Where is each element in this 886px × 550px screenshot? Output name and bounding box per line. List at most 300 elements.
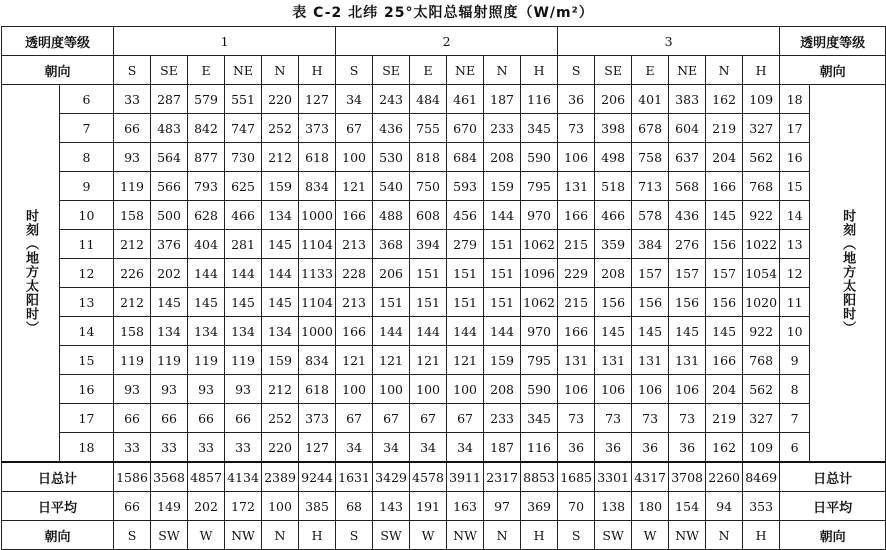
orientation-header: N: [262, 56, 299, 85]
value-cell: 36: [632, 433, 669, 463]
value-cell: 151: [484, 288, 521, 317]
table-row: [2, 375, 886, 404]
value-cell: 109: [743, 433, 780, 463]
value-cell: 33: [151, 433, 188, 463]
value-cell: 466: [595, 201, 632, 230]
hour-cell: 10: [60, 201, 114, 230]
hour-cell: 7: [780, 404, 810, 433]
value-cell: 134: [262, 317, 299, 346]
clarity-label-right: 透明度等级: [780, 27, 886, 56]
summary-cell: 9244: [299, 462, 336, 492]
hour-cell: 12: [780, 259, 810, 288]
orientation-header: E: [632, 56, 669, 85]
value-cell: 145: [151, 288, 188, 317]
orientation-header: H: [299, 56, 336, 85]
value-cell: 159: [262, 172, 299, 201]
summary-cell: 100: [262, 492, 299, 521]
value-cell: 768: [743, 346, 780, 375]
orientation-header: N: [484, 56, 521, 85]
value-cell: 131: [632, 346, 669, 375]
value-cell: 34: [373, 433, 410, 463]
value-cell: 100: [410, 375, 447, 404]
orientation-header: H: [521, 56, 558, 85]
value-cell: 877: [188, 143, 225, 172]
value-cell: 212: [114, 288, 151, 317]
orientation-footer: N: [706, 521, 743, 550]
summary-cell: 385: [299, 492, 336, 521]
value-cell: 144: [484, 317, 521, 346]
value-cell: 151: [373, 288, 410, 317]
value-cell: 106: [669, 375, 706, 404]
value-cell: 66: [225, 404, 262, 433]
value-cell: 151: [410, 288, 447, 317]
orientation-header: S: [114, 56, 151, 85]
value-cell: 145: [595, 317, 632, 346]
hour-cell: 14: [60, 317, 114, 346]
value-cell: 398: [595, 114, 632, 143]
value-cell: 162: [706, 85, 743, 114]
clarity-label-left: 透明度等级: [2, 27, 114, 56]
time-label-text: 时刻（地方太阳时）: [840, 208, 856, 335]
daily-avg-row: [2, 492, 886, 521]
value-cell: 483: [151, 114, 188, 143]
hour-cell: 13: [780, 230, 810, 259]
value-cell: 158: [114, 317, 151, 346]
summary-cell: 97: [484, 492, 521, 521]
hour-cell: 11: [60, 230, 114, 259]
value-cell: 795: [521, 172, 558, 201]
value-cell: 564: [151, 143, 188, 172]
summary-cell: 4857: [188, 462, 225, 492]
value-cell: 637: [669, 143, 706, 172]
orientation-footer: W: [410, 521, 447, 550]
value-cell: 166: [558, 201, 595, 230]
value-cell: 100: [373, 375, 410, 404]
value-cell: 66: [114, 404, 151, 433]
value-cell: 1022: [743, 230, 780, 259]
value-cell: 327: [743, 114, 780, 143]
daily-total-row-label-right: 日总计: [780, 462, 886, 492]
orientation-footer: W: [188, 521, 225, 550]
value-cell: 36: [595, 433, 632, 463]
level-3-header: 3: [558, 27, 780, 56]
summary-cell: 163: [447, 492, 484, 521]
value-cell: 220: [262, 85, 299, 114]
summary-cell: 138: [595, 492, 632, 521]
hour-cell: 12: [60, 259, 114, 288]
value-cell: 119: [151, 346, 188, 375]
value-cell: 73: [632, 404, 669, 433]
hour-cell: 18: [780, 85, 810, 114]
value-cell: 144: [484, 201, 521, 230]
time-label-left: [2, 85, 60, 463]
value-cell: 276: [669, 230, 706, 259]
value-cell: 93: [114, 143, 151, 172]
value-cell: 67: [447, 404, 484, 433]
value-cell: 134: [151, 317, 188, 346]
orientation-footer: W: [632, 521, 669, 550]
value-cell: 34: [336, 433, 373, 463]
value-cell: 604: [669, 114, 706, 143]
value-cell: 684: [447, 143, 484, 172]
orientation-footer: SW: [151, 521, 188, 550]
hour-cell: 7: [60, 114, 114, 143]
orientation-label-left: 朝向: [2, 56, 114, 85]
value-cell: 1104: [299, 230, 336, 259]
orientation-footer: S: [114, 521, 151, 550]
value-cell: 159: [262, 346, 299, 375]
value-cell: 159: [484, 346, 521, 375]
value-cell: 166: [336, 317, 373, 346]
value-cell: 157: [669, 259, 706, 288]
value-cell: 119: [114, 346, 151, 375]
value-cell: 208: [484, 143, 521, 172]
value-cell: 287: [151, 85, 188, 114]
value-cell: 134: [262, 201, 299, 230]
value-cell: 144: [447, 317, 484, 346]
value-cell: 618: [299, 375, 336, 404]
value-cell: 730: [225, 143, 262, 172]
value-cell: 66: [188, 404, 225, 433]
value-cell: 219: [706, 114, 743, 143]
summary-cell: 202: [188, 492, 225, 521]
orientation-header: H: [743, 56, 780, 85]
value-cell: 834: [299, 172, 336, 201]
footer-row-orientations: [2, 521, 886, 550]
value-cell: 373: [299, 404, 336, 433]
value-cell: 488: [373, 201, 410, 230]
summary-cell: 4578: [410, 462, 447, 492]
value-cell: 121: [447, 346, 484, 375]
value-cell: 151: [447, 259, 484, 288]
value-cell: 226: [114, 259, 151, 288]
value-cell: 34: [447, 433, 484, 463]
value-cell: 73: [595, 404, 632, 433]
value-cell: 106: [595, 375, 632, 404]
summary-cell: 8853: [521, 462, 558, 492]
orientation-footer: N: [484, 521, 521, 550]
value-cell: 67: [336, 114, 373, 143]
value-cell: 578: [632, 201, 669, 230]
value-cell: 66: [114, 114, 151, 143]
value-cell: 1062: [521, 230, 558, 259]
value-cell: 36: [558, 433, 595, 463]
value-cell: 127: [299, 85, 336, 114]
value-cell: 436: [373, 114, 410, 143]
hour-cell: 14: [780, 201, 810, 230]
orientation-header: NE: [225, 56, 262, 85]
daily-avg-row-label-right: 日平均: [780, 492, 886, 521]
value-cell: 100: [336, 375, 373, 404]
table-row: [2, 317, 886, 346]
value-cell: 166: [558, 317, 595, 346]
value-cell: 67: [336, 404, 373, 433]
value-cell: 145: [225, 288, 262, 317]
value-cell: 373: [299, 114, 336, 143]
value-cell: 747: [225, 114, 262, 143]
value-cell: 206: [595, 85, 632, 114]
value-cell: 158: [114, 201, 151, 230]
hour-cell: 9: [60, 172, 114, 201]
value-cell: 119: [114, 172, 151, 201]
value-cell: 100: [447, 375, 484, 404]
table-row: [2, 230, 886, 259]
value-cell: 530: [373, 143, 410, 172]
value-cell: 204: [706, 143, 743, 172]
summary-cell: 70: [558, 492, 595, 521]
value-cell: 566: [151, 172, 188, 201]
value-cell: 145: [262, 288, 299, 317]
value-cell: 229: [558, 259, 595, 288]
value-cell: 562: [743, 375, 780, 404]
value-cell: 279: [447, 230, 484, 259]
orientation-header: E: [410, 56, 447, 85]
value-cell: 213: [336, 230, 373, 259]
value-cell: 131: [558, 172, 595, 201]
value-cell: 106: [558, 143, 595, 172]
summary-cell: 3568: [151, 462, 188, 492]
value-cell: 628: [188, 201, 225, 230]
summary-cell: 4317: [632, 462, 669, 492]
hour-cell: 15: [60, 346, 114, 375]
orientation-footer: S: [558, 521, 595, 550]
hour-cell: 15: [780, 172, 810, 201]
value-cell: 33: [114, 85, 151, 114]
value-cell: 518: [595, 172, 632, 201]
table-row: [2, 114, 886, 143]
value-cell: 1133: [299, 259, 336, 288]
summary-cell: 143: [373, 492, 410, 521]
value-cell: 202: [151, 259, 188, 288]
value-cell: 922: [743, 317, 780, 346]
daily-avg-row-label: 日平均: [2, 492, 114, 521]
value-cell: 345: [521, 404, 558, 433]
value-cell: 466: [225, 201, 262, 230]
value-cell: 67: [373, 404, 410, 433]
value-cell: 151: [410, 259, 447, 288]
summary-cell: 369: [521, 492, 558, 521]
table-row: [2, 346, 886, 375]
value-cell: 145: [669, 317, 706, 346]
level-1-header: 1: [114, 27, 336, 56]
value-cell: 144: [188, 259, 225, 288]
orientation-label-bottom-left: 朝向: [2, 521, 114, 550]
value-cell: 166: [706, 346, 743, 375]
time-label-right: [810, 85, 886, 463]
value-cell: 1020: [743, 288, 780, 317]
value-cell: 540: [373, 172, 410, 201]
value-cell: 144: [262, 259, 299, 288]
value-cell: 36: [558, 85, 595, 114]
orientation-footer: SW: [373, 521, 410, 550]
orientation-footer: S: [336, 521, 373, 550]
value-cell: 156: [706, 230, 743, 259]
table-title: 表 C-2 北纬 25°太阳总辐射照度（W/m²）: [292, 5, 594, 21]
value-cell: 755: [410, 114, 447, 143]
value-cell: 252: [262, 114, 299, 143]
orientation-footer: NW: [669, 521, 706, 550]
value-cell: 106: [632, 375, 669, 404]
value-cell: 144: [373, 317, 410, 346]
hour-cell: 6: [780, 433, 810, 463]
value-cell: 134: [188, 317, 225, 346]
summary-cell: 2389: [262, 462, 299, 492]
summary-cell: 94: [706, 492, 743, 521]
value-cell: 1104: [299, 288, 336, 317]
value-cell: 376: [151, 230, 188, 259]
summary-cell: 66: [114, 492, 151, 521]
hour-cell: 17: [60, 404, 114, 433]
value-cell: 1062: [521, 288, 558, 317]
value-cell: 233: [484, 114, 521, 143]
value-cell: 212: [262, 375, 299, 404]
summary-cell: 3708: [669, 462, 706, 492]
value-cell: 204: [706, 375, 743, 404]
value-cell: 156: [632, 288, 669, 317]
value-cell: 156: [706, 288, 743, 317]
value-cell: 100: [336, 143, 373, 172]
orientation-footer: H: [299, 521, 336, 550]
value-cell: 243: [373, 85, 410, 114]
orientation-header: E: [188, 56, 225, 85]
value-cell: 383: [669, 85, 706, 114]
table-row: [2, 288, 886, 317]
value-cell: 162: [706, 433, 743, 463]
value-cell: 795: [521, 346, 558, 375]
orientation-label-right: 朝向: [780, 56, 886, 85]
value-cell: 93: [188, 375, 225, 404]
orientation-header: NE: [669, 56, 706, 85]
value-cell: 145: [632, 317, 669, 346]
hour-cell: 10: [780, 317, 810, 346]
orientation-header: S: [558, 56, 595, 85]
value-cell: 368: [373, 230, 410, 259]
table-row: [2, 85, 886, 114]
value-cell: 121: [410, 346, 447, 375]
value-cell: 345: [521, 114, 558, 143]
summary-cell: 3429: [373, 462, 410, 492]
orientation-header: N: [706, 56, 743, 85]
value-cell: 131: [558, 346, 595, 375]
summary-cell: 3911: [447, 462, 484, 492]
value-cell: 401: [632, 85, 669, 114]
value-cell: 33: [114, 433, 151, 463]
value-cell: 384: [632, 230, 669, 259]
summary-cell: 180: [632, 492, 669, 521]
value-cell: 1000: [299, 317, 336, 346]
value-cell: 793: [188, 172, 225, 201]
value-cell: 156: [595, 288, 632, 317]
value-cell: 157: [706, 259, 743, 288]
value-cell: 212: [114, 230, 151, 259]
value-cell: 758: [632, 143, 669, 172]
value-cell: 145: [262, 230, 299, 259]
value-cell: 34: [410, 433, 447, 463]
hour-cell: 8: [60, 143, 114, 172]
value-cell: 461: [447, 85, 484, 114]
hour-cell: 16: [780, 143, 810, 172]
value-cell: 121: [336, 346, 373, 375]
value-cell: 187: [484, 433, 521, 463]
value-cell: 404: [188, 230, 225, 259]
value-cell: 562: [743, 143, 780, 172]
table-row: [2, 404, 886, 433]
value-cell: 678: [632, 114, 669, 143]
daily-total-row: [2, 462, 886, 492]
value-cell: 1000: [299, 201, 336, 230]
value-cell: 144: [225, 259, 262, 288]
value-cell: 551: [225, 85, 262, 114]
value-cell: 131: [595, 346, 632, 375]
value-cell: 151: [484, 230, 521, 259]
value-cell: 212: [262, 143, 299, 172]
summary-cell: 2260: [706, 462, 743, 492]
value-cell: 484: [410, 85, 447, 114]
level-2-header: 2: [336, 27, 558, 56]
value-cell: 233: [484, 404, 521, 433]
summary-cell: 68: [336, 492, 373, 521]
value-cell: 127: [299, 433, 336, 463]
table-row: [2, 259, 886, 288]
value-cell: 116: [521, 85, 558, 114]
value-cell: 131: [669, 346, 706, 375]
value-cell: 151: [484, 259, 521, 288]
value-cell: 670: [447, 114, 484, 143]
value-cell: 768: [743, 172, 780, 201]
hour-cell: 11: [780, 288, 810, 317]
value-cell: 228: [336, 259, 373, 288]
summary-cell: 1685: [558, 462, 595, 492]
value-cell: 166: [706, 172, 743, 201]
value-cell: 625: [225, 172, 262, 201]
orientation-footer: NW: [447, 521, 484, 550]
value-cell: 579: [188, 85, 225, 114]
value-cell: 500: [151, 201, 188, 230]
value-cell: 213: [336, 288, 373, 317]
value-cell: 498: [595, 143, 632, 172]
value-cell: 220: [262, 433, 299, 463]
daily-total-row-label: 日总计: [2, 462, 114, 492]
value-cell: 93: [225, 375, 262, 404]
value-cell: 166: [336, 201, 373, 230]
value-cell: 327: [743, 404, 780, 433]
value-cell: 834: [299, 346, 336, 375]
value-cell: 109: [743, 85, 780, 114]
table-row: [2, 433, 886, 463]
value-cell: 590: [521, 375, 558, 404]
value-cell: 119: [188, 346, 225, 375]
value-cell: 93: [114, 375, 151, 404]
value-cell: 73: [558, 114, 595, 143]
hour-cell: 9: [780, 346, 810, 375]
value-cell: 93: [151, 375, 188, 404]
value-cell: 215: [558, 230, 595, 259]
value-cell: 156: [669, 288, 706, 317]
value-cell: 970: [521, 201, 558, 230]
value-cell: 33: [225, 433, 262, 463]
value-cell: 252: [262, 404, 299, 433]
orientation-footer: NW: [225, 521, 262, 550]
value-cell: 750: [410, 172, 447, 201]
value-cell: 208: [484, 375, 521, 404]
orientation-footer: H: [743, 521, 780, 550]
value-cell: 1096: [521, 259, 558, 288]
value-cell: 608: [410, 201, 447, 230]
orientation-header: S: [336, 56, 373, 85]
hour-cell: 18: [60, 433, 114, 463]
summary-cell: 353: [743, 492, 780, 521]
hour-cell: 6: [60, 85, 114, 114]
